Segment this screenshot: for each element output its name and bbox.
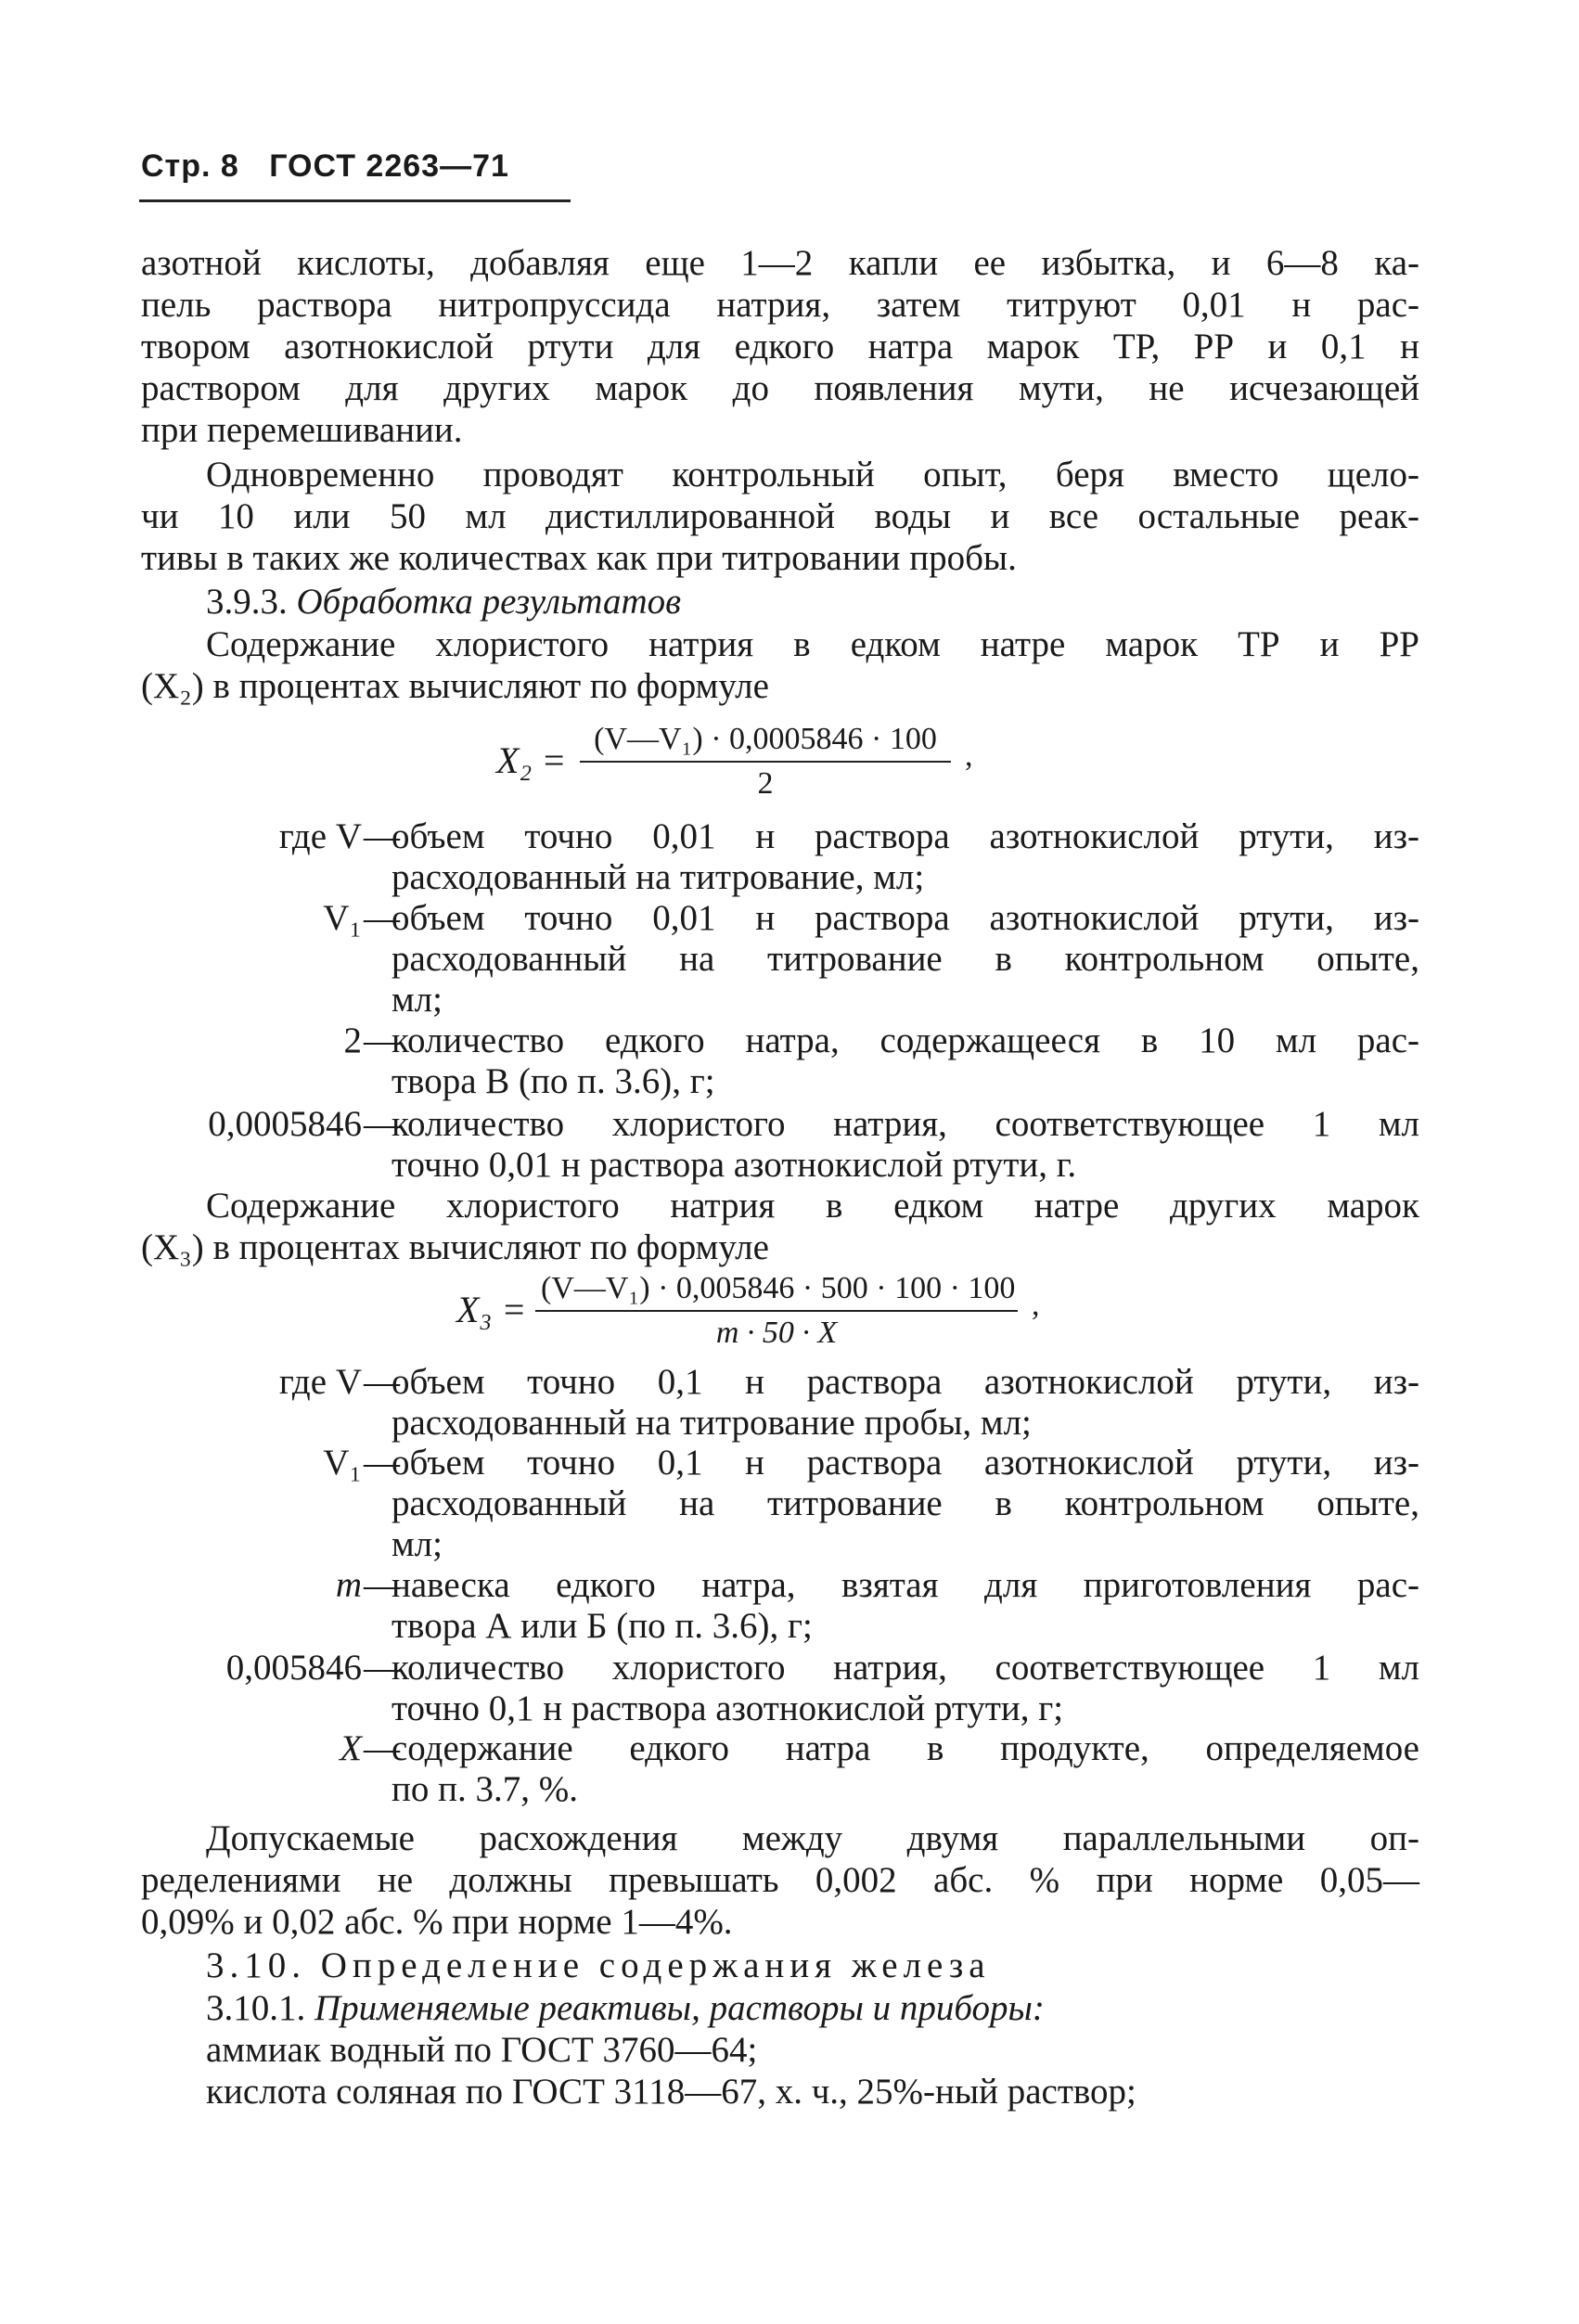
definition-line: мл;: [392, 1524, 443, 1564]
text-line: 0,09% и 0,02 абс. % при норме 1—4%.: [141, 1902, 733, 1942]
definition-line: содержание едкого натра в продукте, определяемое: [392, 1728, 1419, 1768]
formula-numerator: (V—V₁) · 0,0005846 · 100: [580, 722, 951, 763]
text-line: тивы в таких же количествах как при титровании пробы.: [141, 538, 1017, 578]
definition-symbol: V₁: [323, 1443, 362, 1483]
formula-denominator: 2: [757, 766, 774, 801]
definition-line: твора А или Б (по п. 3.6), г;: [392, 1606, 813, 1646]
text-line: Допускаемые расхождения между двумя параллельными оп-: [206, 1818, 1419, 1858]
formula-numerator: (V—V₁) · 0,005846 · 500 · 100 · 100: [535, 1271, 1018, 1312]
definition-symbol: X: [340, 1728, 362, 1768]
definition-line: количество хлористого натрия, соответствующее 1 мл: [392, 1648, 1419, 1688]
definition-line: навеска едкого натра, взятая для приготовления рас-: [392, 1565, 1419, 1605]
definition-line: объем точно 0,01 н раствора азотнокислой ртути, из-: [392, 898, 1419, 938]
text-line: Одновременно проводят контрольный опыт, беря вместо щело-: [206, 455, 1419, 494]
definition-line: количество едкого натра, содержащееся в 10 мл рас-: [392, 1021, 1419, 1060]
page-number: Стр. 8: [141, 148, 239, 184]
definition-line: объем точно 0,1 н раствора азотнокислой ртути, из-: [392, 1443, 1419, 1483]
section-title: Применяемые реактивы, растворы и приборы:: [315, 1988, 1045, 2028]
text-line: Содержание хлористого натрия в едком натре других марок: [206, 1186, 1419, 1226]
definition-symbol: 0,005846: [225, 1648, 362, 1688]
definition-line: твора В (по п. 3.6), г;: [392, 1061, 715, 1101]
text-line: чи 10 или 50 мл дистиллированной воды и все остальные реак-: [141, 496, 1419, 536]
formula-lhs: X₃ =: [456, 1289, 527, 1330]
text-line: ределениями не должны превышать 0,002 абс. % при норме 0,05—: [141, 1860, 1419, 1900]
definition-line: точно 0,1 н раствора азотнокислой ртути, г;: [392, 1688, 1064, 1728]
section-title: Обработка результатов: [296, 582, 682, 622]
text-line: твором азотнокислой ртути для едкого натра марок ТР, РР и 0,1 н: [141, 327, 1419, 366]
formula-comma: ,: [1032, 1288, 1040, 1322]
definition-line: объем точно 0,01 н раствора азотнокислой ртути, из-: [392, 816, 1419, 856]
text-line: (X₂) в процентах вычисляют по формуле: [141, 666, 769, 706]
definition-line: расходованный на титрование в контрольном опыте,: [392, 1483, 1419, 1523]
text-line: азотной кислоты, добавляя еще 1—2 капли ее избытка, и 6—8 ка-: [141, 243, 1419, 283]
page-header: [141, 148, 530, 185]
text-line: Содержание хлористого натрия в едком натре марок ТР и РР: [206, 624, 1419, 664]
standard-number: ГОСТ 2263—71: [269, 148, 509, 184]
definition-line: расходованный на титрование в контрольном опыте,: [392, 939, 1419, 979]
list-item: кислота соляная по ГОСТ 3118—67, х. ч., 25%-ный раствор;: [206, 2072, 1136, 2112]
definition-symbol: где V: [278, 816, 362, 856]
text-line: раствором для других марок до появления мути, не исчезающей: [141, 368, 1419, 408]
definition-line: расходованный на титрование, мл;: [392, 857, 925, 897]
definition-line: расходованный на титрование пробы, мл;: [392, 1403, 1032, 1443]
subsection-heading: [206, 1988, 1045, 2029]
text-line: (X₃) в процентах вычисляют по формуле: [141, 1227, 769, 1267]
definition-symbol: где V: [278, 1362, 362, 1402]
definition-line: объем точно 0,1 н раствора азотнокислой ртути, из-: [392, 1362, 1419, 1402]
formula-lhs: X₂ =: [496, 739, 567, 781]
list-item: аммиак водный по ГОСТ 3760—64;: [206, 2030, 758, 2070]
definition-line: количество хлористого натрия, соответствующее 1 мл: [392, 1104, 1419, 1144]
definition-line: по п. 3.7, %.: [392, 1769, 578, 1809]
section-number: 3.9.3.: [206, 582, 288, 622]
text-line: пель раствора нитропруссида натрия, затем титруют 0,01 н рас-: [141, 285, 1419, 325]
definition-line: мл;: [392, 980, 443, 1020]
definition-symbol: 2: [343, 1021, 362, 1060]
text-line: при перемешивании.: [141, 410, 463, 450]
section-heading: [206, 582, 681, 623]
definition-line: точно 0,01 н раствора азотнокислой ртути, г.: [392, 1145, 1077, 1185]
definition-symbol: 0,0005846: [208, 1104, 362, 1144]
definition-symbol: V₁: [323, 898, 362, 938]
formula-comma: ,: [965, 738, 973, 773]
definition-symbol: m: [335, 1565, 362, 1605]
formula-denominator: m · 50 · X: [715, 1316, 838, 1350]
section-heading: 3.10. Определение содержания железа: [206, 1945, 991, 1985]
header-rule: [139, 199, 571, 202]
section-number: 3.10.1.: [206, 1988, 306, 2028]
